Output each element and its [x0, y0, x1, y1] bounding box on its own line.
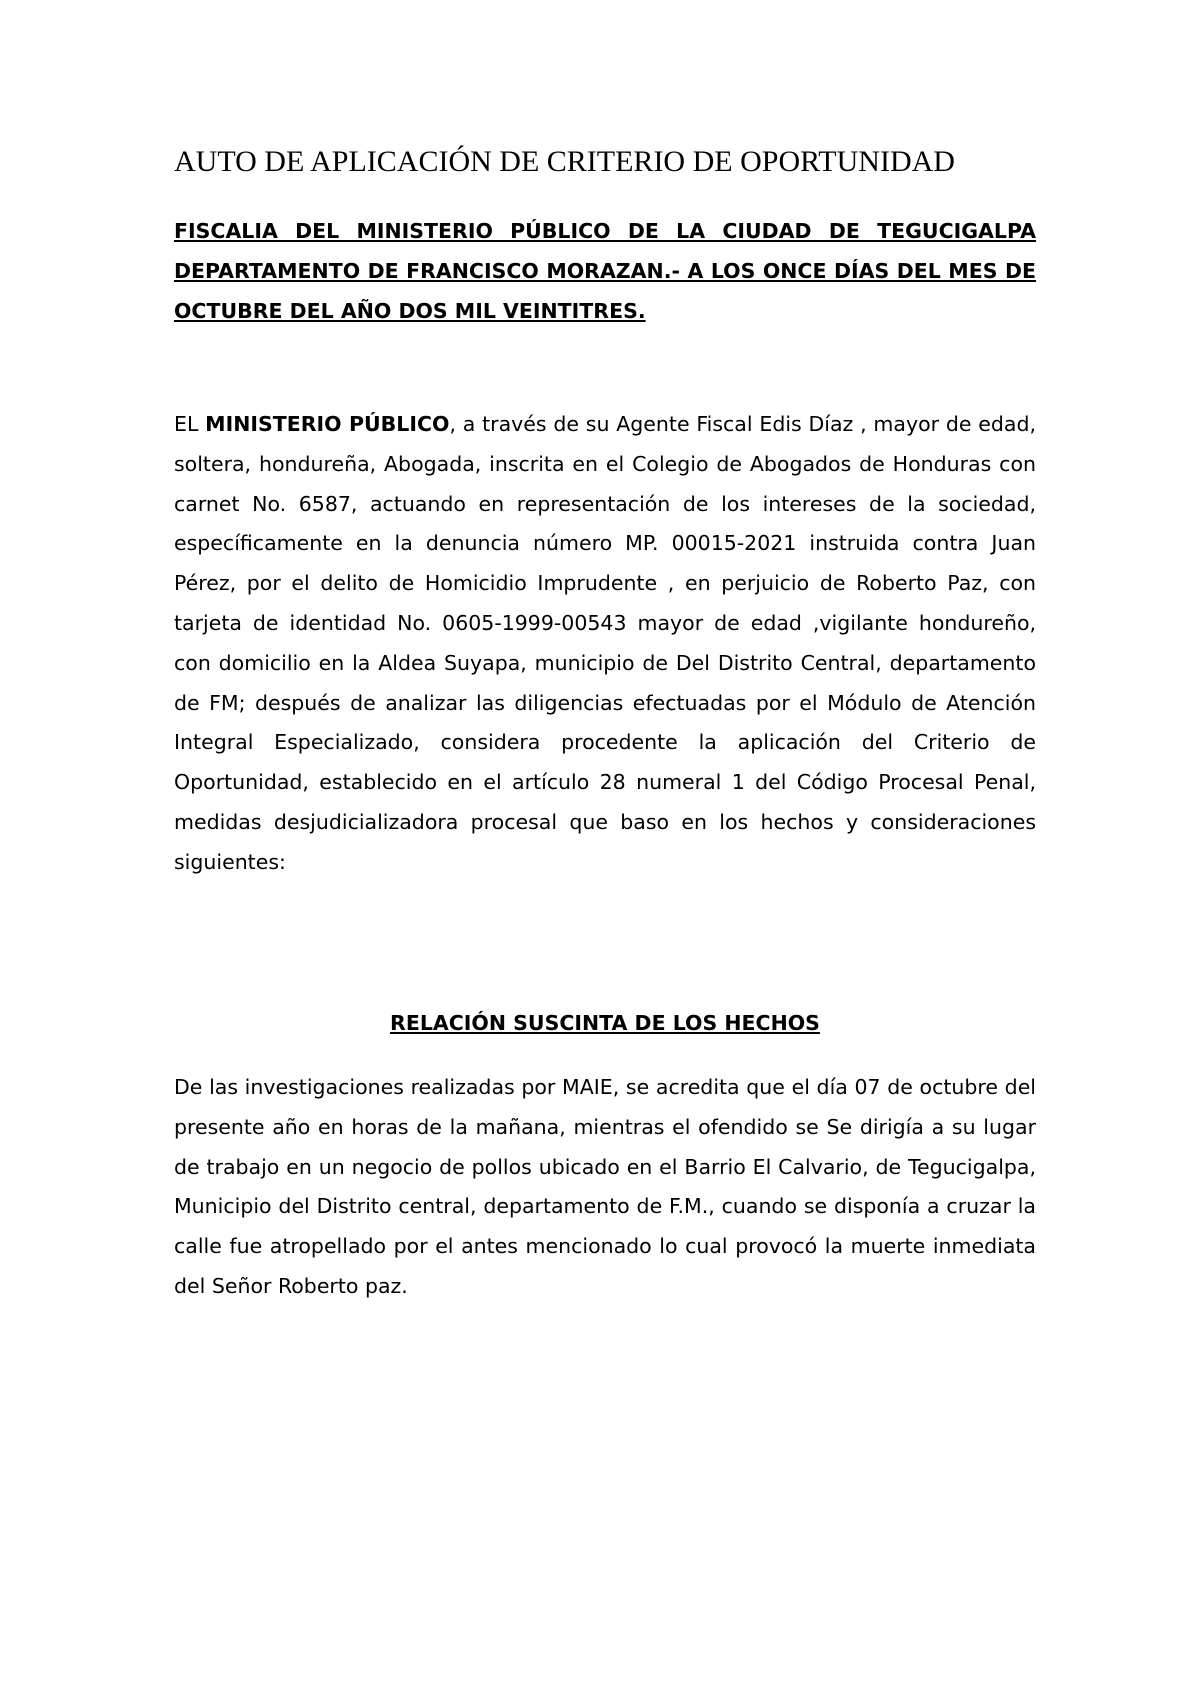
facts-paragraph: De las investigaciones realizadas por MAIE, se acredita que el día 07 de octubre del presente año en horas de la mañana, mientras el ofendido se Se dirigía a su lugar de trabajo en un negocio de pollos ubicado en el Barrio El Calvario, de Tegucigalpa, Municipio del Distrito central, departamento de F.M., cuando se disponía a cruzar la calle fue atropellado por el antes mencionado lo cual provocó la muerte inmediata del Señor Roberto paz.	[174, 1075, 1036, 1298]
document-header: FISCALIA DEL MINISTERIO PÚBLICO DE LA CIUDAD DE TEGUCIGALPA DEPARTAMENTO DE FRANCISCO MORAZAN.- A LOS ONCE DÍAS DEL MES DE OCTUBRE DEL AÑO DOS MIL VEINTITRES.	[174, 219, 1036, 323]
intro-entity: MINISTERIO PÚBLICO	[205, 412, 450, 436]
document-title: AUTO DE APLICACIÓN DE CRITERIO DE OPORTUNIDAD	[174, 145, 955, 178]
intro-paragraph	[174, 405, 1036, 883]
section-heading: RELACIÓN SUSCINTA DE LOS HECHOS	[390, 1011, 820, 1035]
intro-text: , a través de su Agente Fiscal Edis Díaz , mayor de edad, soltera, hondureña, Abogada, inscrita en el Colegio de Abogados de Honduras con carnet No. 6587, actuando en representación de los intereses de la sociedad, específicamente en la denuncia número MP. 00015-2021 instruida contra Juan Pérez, por el delito de Homicidio Imprudente , en perjuicio de Roberto Paz, con tarjeta de identidad No. 0605-1999-00543 mayor de edad ,vigilante hondureño, con domicilio en la Aldea Suyapa, municipio de Del Distrito Central, departamento de FM; después de analizar las diligencias efectuadas por el Módulo de Atención Integral Especializado, considera procedente la aplicación del Criterio de Oportunidad, establecido en el artículo 28 numeral 1 del Código Procesal Penal, medidas desjudicializadora procesal que baso en los hechos y consideraciones siguientes:	[174, 412, 1036, 874]
intro-lead: EL	[174, 412, 206, 436]
